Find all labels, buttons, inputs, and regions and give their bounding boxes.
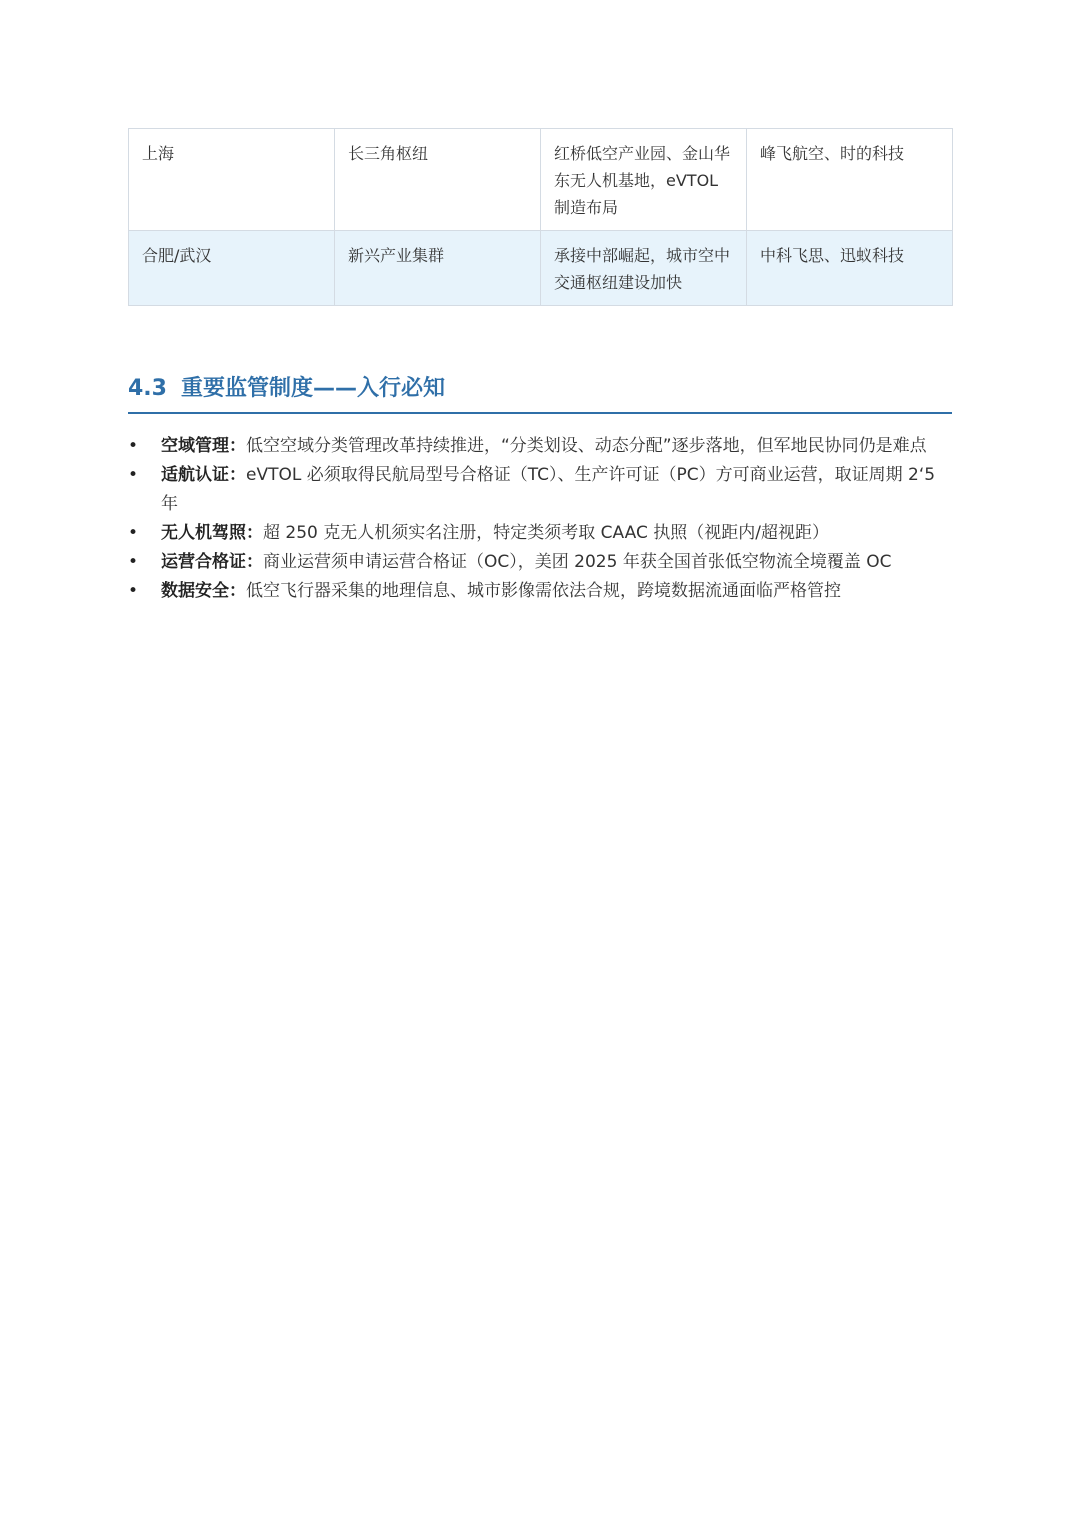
section-heading <box>128 370 952 414</box>
list-item-text: 低空空域分类管理改革持续推进，“分类划设、动态分配”逐步落地，但军地民协同仍是难点 <box>246 436 927 457</box>
bullet-icon: • <box>128 465 139 486</box>
table-row <box>129 129 953 231</box>
list-item <box>128 577 952 606</box>
list-item <box>128 548 952 577</box>
list-item-term: 适航认证： <box>161 465 246 486</box>
table-cell-highlights: 承接中部崛起，城市空中交通枢纽建设加快 <box>541 231 747 306</box>
bullet-icon: • <box>128 581 139 602</box>
section-title: 重要监管制度——入行必知 <box>180 376 445 401</box>
document-page <box>128 128 952 606</box>
list-item <box>128 432 952 461</box>
section-number: 4.3 <box>128 376 167 401</box>
list-item-text: 商业运营须申请运营合格证（OC），美团 2025 年获全国首张低空物流全境覆盖 OC <box>263 552 892 573</box>
list-item-term: 数据安全： <box>161 581 246 602</box>
table-row <box>129 231 953 306</box>
region-table <box>128 128 953 306</box>
table-cell-companies: 峰飞航空、时的科技 <box>747 129 953 231</box>
list-item-term: 运营合格证： <box>161 552 263 573</box>
table-cell-city: 上海 <box>129 129 335 231</box>
regulation-list <box>128 432 952 606</box>
table-cell-positioning: 长三角枢纽 <box>335 129 541 231</box>
list-item-term: 无人机驾照： <box>161 523 263 544</box>
list-item-text: eVTOL 必须取得民航局型号合格证（TC）、生产许可证（PC）方可商业运营，取证周期 2‘5 年 <box>161 465 936 515</box>
list-item <box>128 461 952 519</box>
list-item <box>128 519 952 548</box>
list-item-text: 超 250 克无人机须实名注册，特定类须考取 CAAC 执照（视距内/超视距） <box>263 523 829 544</box>
table-cell-positioning: 新兴产业集群 <box>335 231 541 306</box>
bullet-icon: • <box>128 436 139 457</box>
bullet-icon: • <box>128 523 139 544</box>
table-cell-city: 合肥/武汉 <box>129 231 335 306</box>
table-cell-companies: 中科飞思、迅蚁科技 <box>747 231 953 306</box>
bullet-icon: • <box>128 552 139 573</box>
list-item-term: 空域管理： <box>161 436 246 457</box>
list-item-text: 低空飞行器采集的地理信息、城市影像需依法合规，跨境数据流通面临严格管控 <box>246 581 841 602</box>
table-cell-highlights: 红桥低空产业园、金山华东无人机基地，eVTOL 制造布局 <box>541 129 747 231</box>
